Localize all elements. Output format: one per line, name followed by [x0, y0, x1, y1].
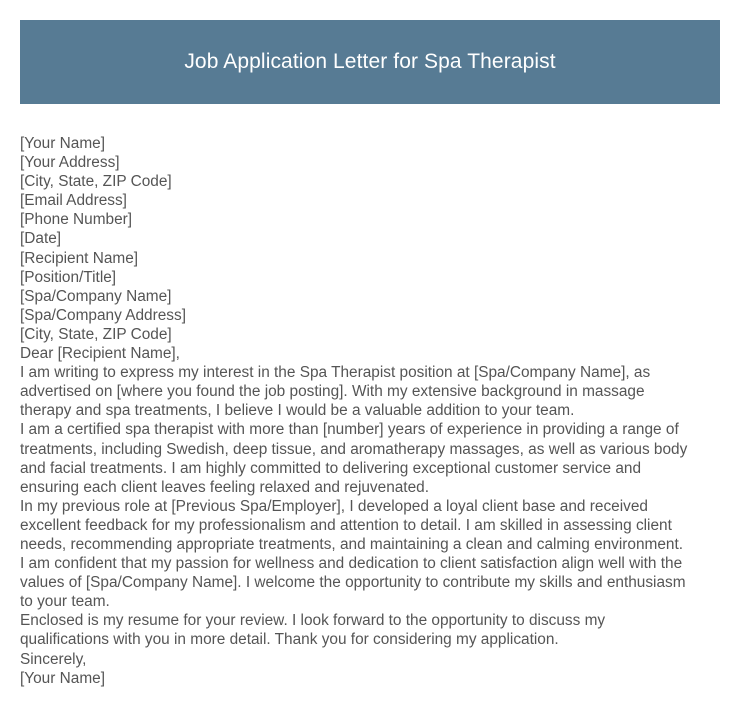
closing: Sincerely, — [20, 650, 87, 668]
page-header — [20, 20, 720, 104]
paragraph-line: I am a certified spa therapist with more than [number] years of experience in providing a range of — [20, 421, 679, 439]
paragraph-line: therapy and spa treatments, I believe I would be a valuable addition to your team. — [20, 402, 575, 420]
paragraph-line: I am confident that my passion for wellness and dedication to client satisfaction align well with the — [20, 555, 683, 573]
sender-email: [Email Address] — [20, 192, 127, 210]
paragraph-line: values of [Spa/Company Name]. I welcome the opportunity to contribute my skills and enthusiasm — [20, 574, 686, 592]
paragraph-line: qualifications with you in more detail. Thank you for considering my application. — [20, 631, 559, 649]
paragraph-experience — [20, 420, 725, 496]
sender-city-state-zip: [City, State, ZIP Code] — [20, 173, 172, 191]
paragraph-line: ensuring each client leaves feeling relaxed and rejuvenated. — [20, 478, 429, 496]
sender-name: [Your Name] — [20, 135, 105, 152]
letter-date: [Date] — [20, 230, 62, 248]
paragraph-line: I am writing to express my interest in the Spa Therapist position at [Spa/Company Name], as — [20, 364, 651, 382]
paragraph-line: and facial treatments. I am highly committed to delivering exceptional customer service and — [20, 459, 642, 477]
paragraph-enclosure — [20, 611, 725, 649]
paragraph-line: to your team. — [20, 593, 110, 611]
letter-body — [20, 134, 725, 688]
recipient-city-state-zip: [City, State, ZIP Code] — [20, 325, 172, 343]
signature: [Your Name] — [20, 669, 105, 687]
salutation: Dear [Recipient Name], — [20, 345, 180, 363]
paragraph-line: Enclosed is my resume for your review. I look forward to the opportunity to discuss my — [20, 612, 606, 630]
page-title: Job Application Letter for Spa Therapist — [184, 50, 556, 73]
paragraph-line: treatments, including Swedish, deep tissue, and aromatherapy massages, as well as various body — [20, 440, 688, 458]
paragraph-line: advertised on [where you found the job posting]. With my extensive background in massage — [20, 383, 645, 401]
paragraph-previous-role — [20, 497, 725, 554]
recipient-company: [Spa/Company Name] — [20, 287, 172, 305]
sender-address: [Your Address] — [20, 154, 120, 172]
paragraph-line: excellent feedback for my professionalism and attention to detail. I am skilled in assessing client — [20, 516, 672, 534]
recipient-position: [Position/Title] — [20, 268, 117, 286]
recipient-name: [Recipient Name] — [20, 249, 139, 267]
paragraph-line: needs, recommending appropriate treatments, and maintaining a clean and calming environment. — [20, 535, 684, 553]
recipient-company-address: [Spa/Company Address] — [20, 306, 186, 324]
paragraph-line: In my previous role at [Previous Spa/Employer], I developed a loyal client base and received — [20, 497, 648, 515]
sender-phone: [Phone Number] — [20, 211, 133, 229]
paragraph-interest — [20, 363, 725, 420]
paragraph-confidence — [20, 554, 725, 611]
